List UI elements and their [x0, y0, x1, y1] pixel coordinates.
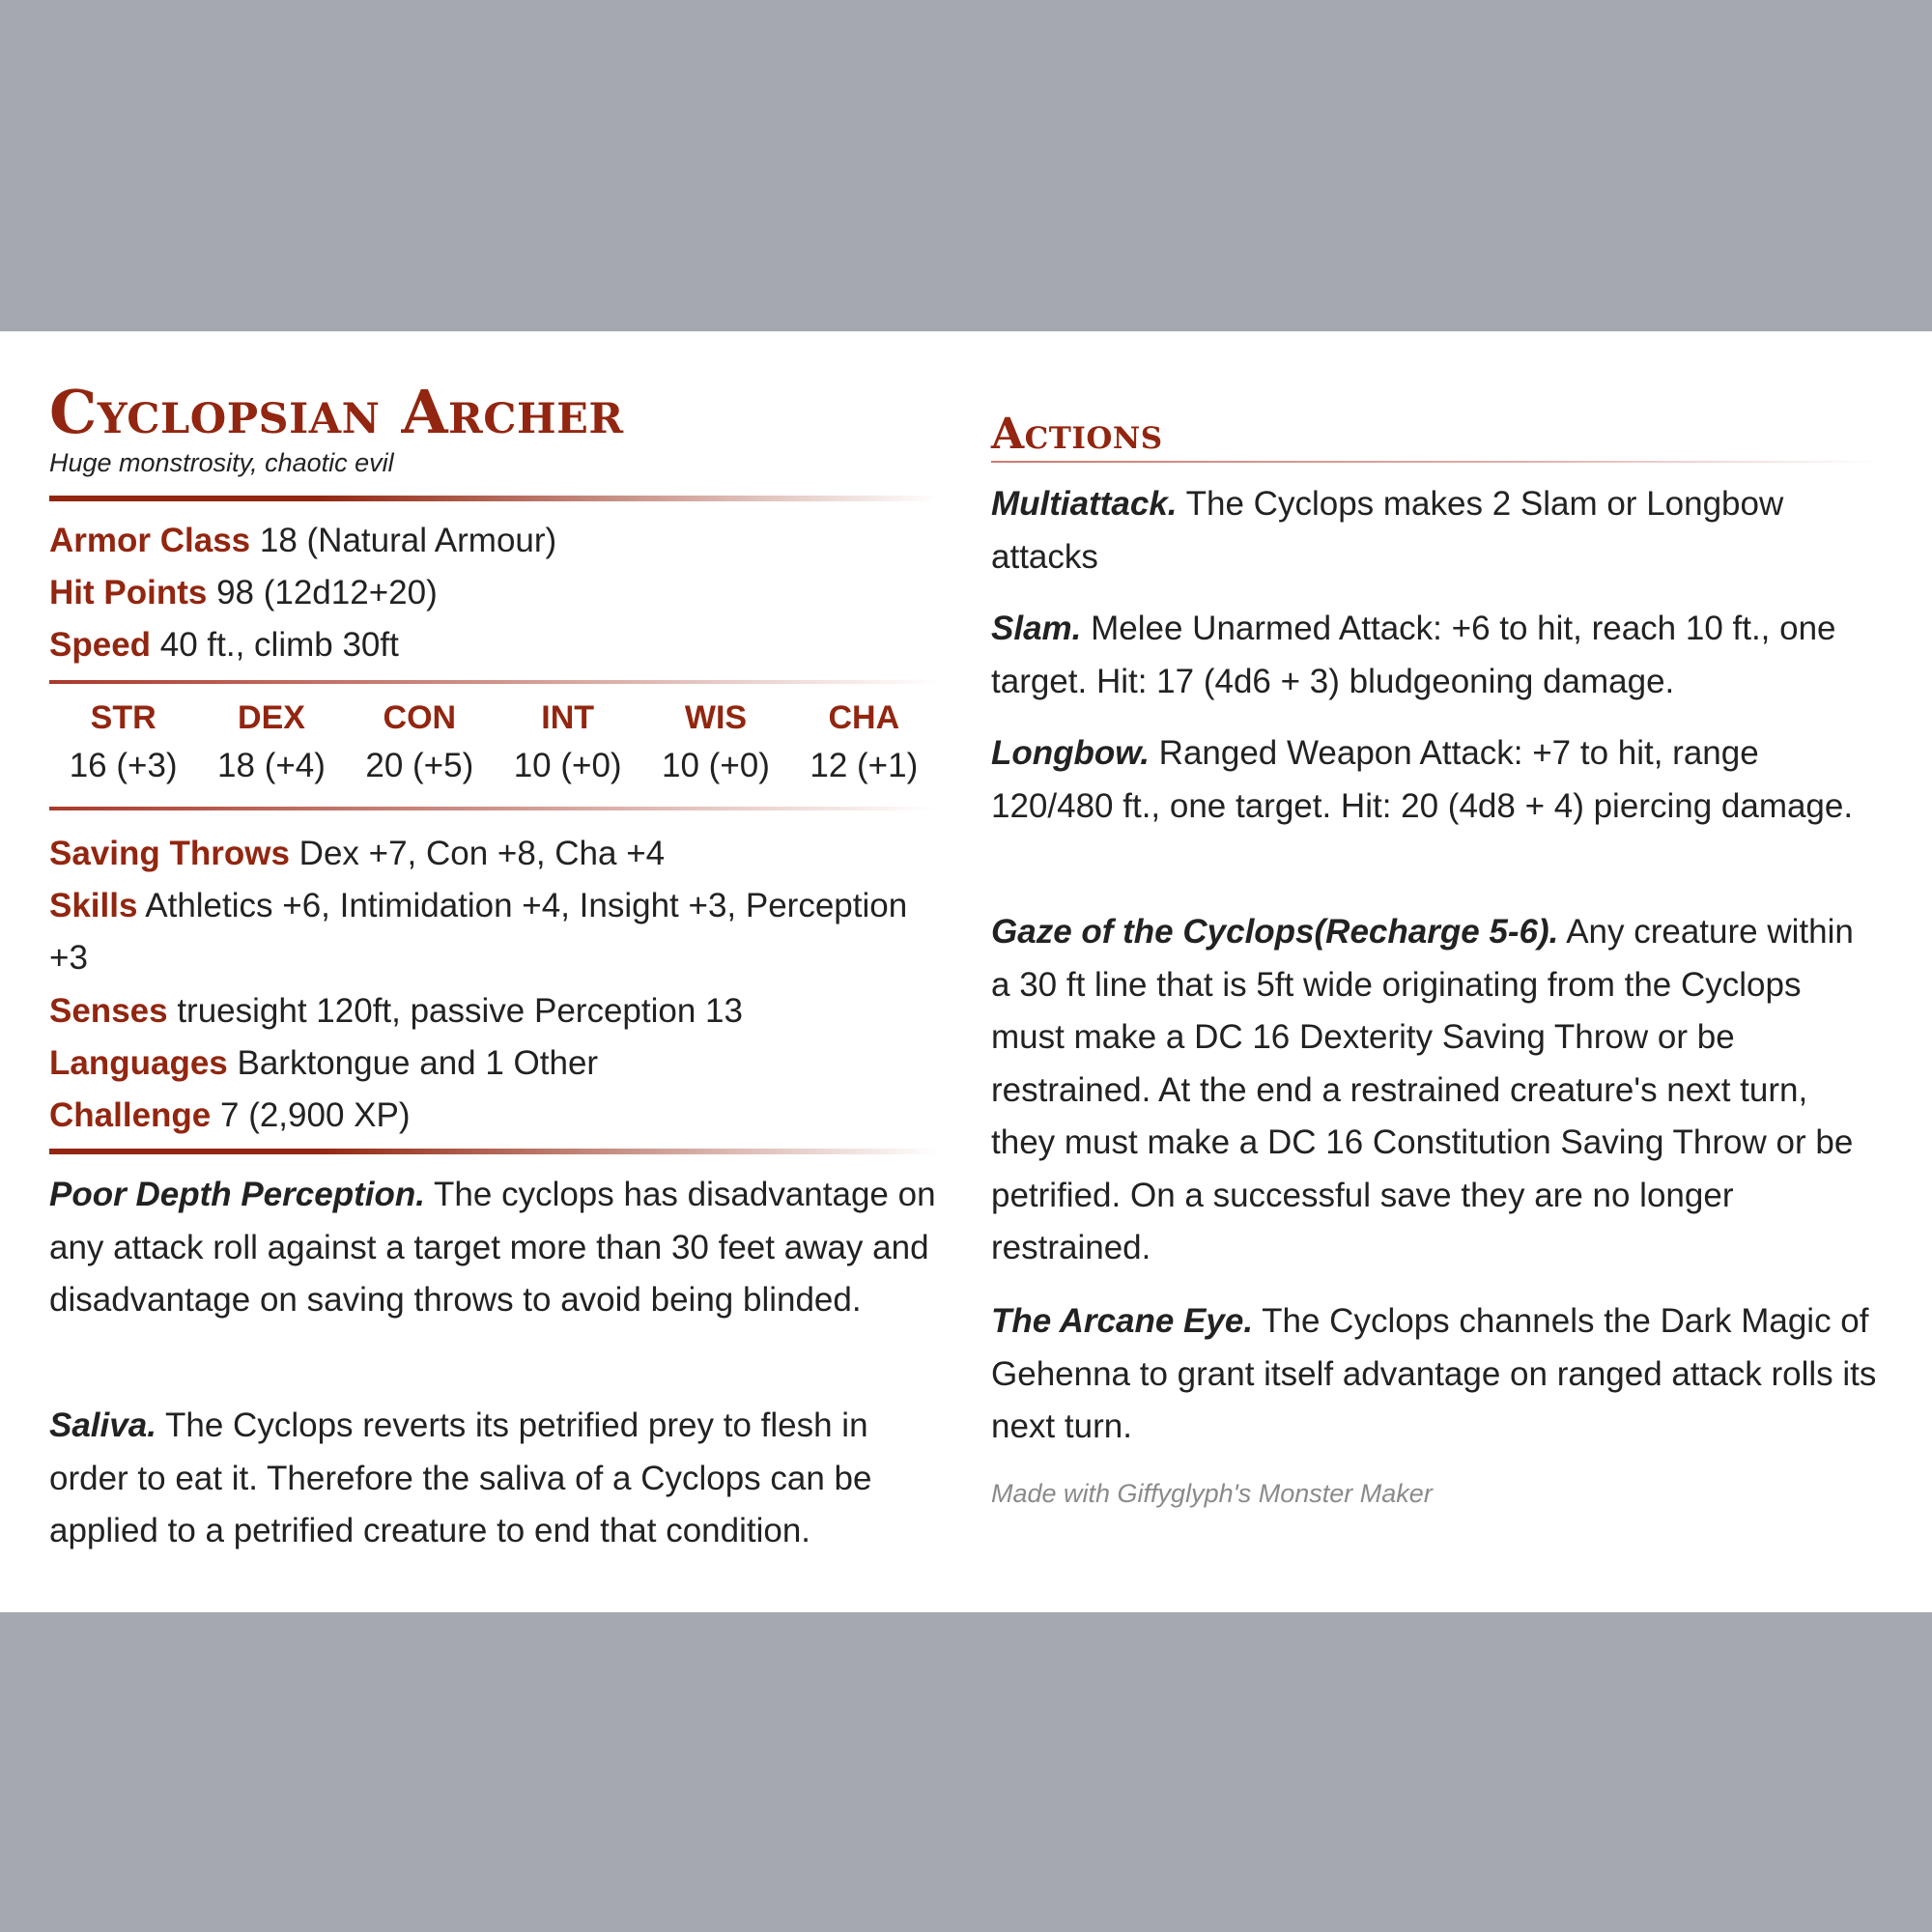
ability-label: DEX: [238, 699, 305, 736]
ability-value: 10 (+0): [662, 747, 770, 784]
actions-heading: Actions: [991, 410, 1163, 459]
divider: [49, 680, 938, 684]
property-challenge: [49, 1090, 938, 1142]
property-label: Senses: [49, 992, 168, 1030]
action-name: Longbow.: [991, 734, 1150, 772]
trait-text: The Cyclops reverts its petrified prey to flesh in order to eat it. Therefore the saliva of a Cyclops can be applied to a petrified creature to end that condition.: [49, 1406, 872, 1549]
property-value: truesight 120ft, passive Perception 13: [177, 992, 743, 1030]
property-label: Skills: [49, 887, 138, 924]
ability-value: 16 (+3): [69, 747, 178, 784]
action-multiattack: [991, 478, 1880, 583]
action-name: Slam.: [991, 610, 1082, 647]
action-text: Any creature within a 30 ft line that is 5ft wide originating from the Cyclops must make a DC 16 Dexterity Saving Throw or be restrained. At the end a restrained creature's next turn, they must make a DC 16 Constitution Saving Throw or be petrified. On a successful save they are no longer restrained.: [991, 913, 1854, 1266]
action-slam: [991, 603, 1880, 708]
ability-label: CHA: [828, 699, 900, 736]
trait-name: Poor Depth Perception.: [49, 1176, 425, 1213]
property-value: Barktongue and 1 Other: [237, 1044, 599, 1082]
stat-block-card: [0, 331, 1932, 1612]
property-senses: [49, 985, 938, 1037]
property-saving-throws: [49, 828, 938, 880]
action-longbow: [991, 727, 1880, 833]
property-label: Speed: [49, 626, 152, 664]
ability-con: [346, 694, 494, 790]
property-label: Saving Throws: [49, 835, 290, 872]
property-value: 7 (2,900 XP): [220, 1096, 411, 1134]
property-label: Challenge: [49, 1096, 212, 1134]
ability-scores: [49, 694, 938, 790]
action-gaze-of-the-cyclops: [991, 906, 1880, 1275]
ability-wis: [641, 694, 789, 790]
property-value: Dex +7, Con +8, Cha +4: [298, 835, 666, 872]
ability-label: INT: [541, 699, 595, 736]
ability-value: 20 (+5): [365, 747, 474, 784]
action-name: Multiattack.: [991, 485, 1178, 523]
property-label: Languages: [49, 1044, 228, 1082]
property-skills: [49, 880, 938, 984]
ability-value: 10 (+0): [513, 747, 622, 784]
property-speed: [49, 619, 938, 671]
action-text: Ranged Weapon Attack: +7 to hit, range 120/480 ft., one target. Hit: 20 (4d8 + 4) piercing damage.: [991, 734, 1854, 825]
monster-type: Huge monstrosity, chaotic evil: [49, 448, 394, 477]
property-value: 18 (Natural Armour): [259, 522, 557, 559]
ability-value: 18 (+4): [217, 747, 326, 784]
property-value: 98 (12d12+20): [216, 574, 438, 611]
divider: [991, 461, 1880, 463]
trait-name: Saliva.: [49, 1406, 156, 1444]
property-armor-class: [49, 515, 938, 567]
action-text: The Cyclops makes 2 Slam or Longbow attacks: [991, 485, 1784, 576]
ability-str: [49, 694, 197, 790]
action-name: The Arcane Eye.: [991, 1302, 1254, 1340]
trait-text: The cyclops has disadvantage on any attack roll against a target more than 30 feet away and disadvantage on saving throws to avoid being blinded.: [49, 1176, 936, 1319]
ability-label: WIS: [684, 699, 748, 736]
ability-label: STR: [90, 699, 156, 736]
trait-saliva: [49, 1400, 938, 1558]
action-text: Melee Unarmed Attack: +6 to hit, reach 10 ft., one target. Hit: 17 (4d6 + 3) bludgeoning damage.: [991, 610, 1836, 700]
property-value: 40 ft., climb 30ft: [159, 626, 399, 664]
action-text: The Cyclops channels the Dark Magic of Gehenna to grant itself advantage on ranged attack rolls its next turn.: [991, 1302, 1877, 1445]
action-name: Gaze of the Cyclops(Recharge 5-6).: [991, 913, 1559, 951]
property-languages: [49, 1037, 938, 1090]
divider: [49, 807, 938, 810]
action-the-arcane-eye: [991, 1295, 1880, 1454]
made-with-credit: Made with Giffyglyph's Monster Maker: [991, 1479, 1433, 1508]
trait-poor-depth-perception: [49, 1169, 938, 1327]
property-label: Hit Points: [49, 574, 208, 611]
property-hit-points: [49, 567, 938, 619]
property-label: Armor Class: [49, 522, 251, 559]
ability-label: CON: [383, 699, 457, 736]
ability-value: 12 (+1): [810, 747, 919, 784]
ability-int: [494, 694, 641, 790]
divider: [49, 496, 938, 501]
ability-dex: [197, 694, 345, 790]
property-value: Athletics +6, Intimidation +4, Insight +3, Perception +3: [49, 887, 908, 977]
monster-name: Cyclopsian Archer: [49, 377, 624, 447]
ability-cha: [790, 694, 938, 790]
divider: [49, 1149, 938, 1154]
